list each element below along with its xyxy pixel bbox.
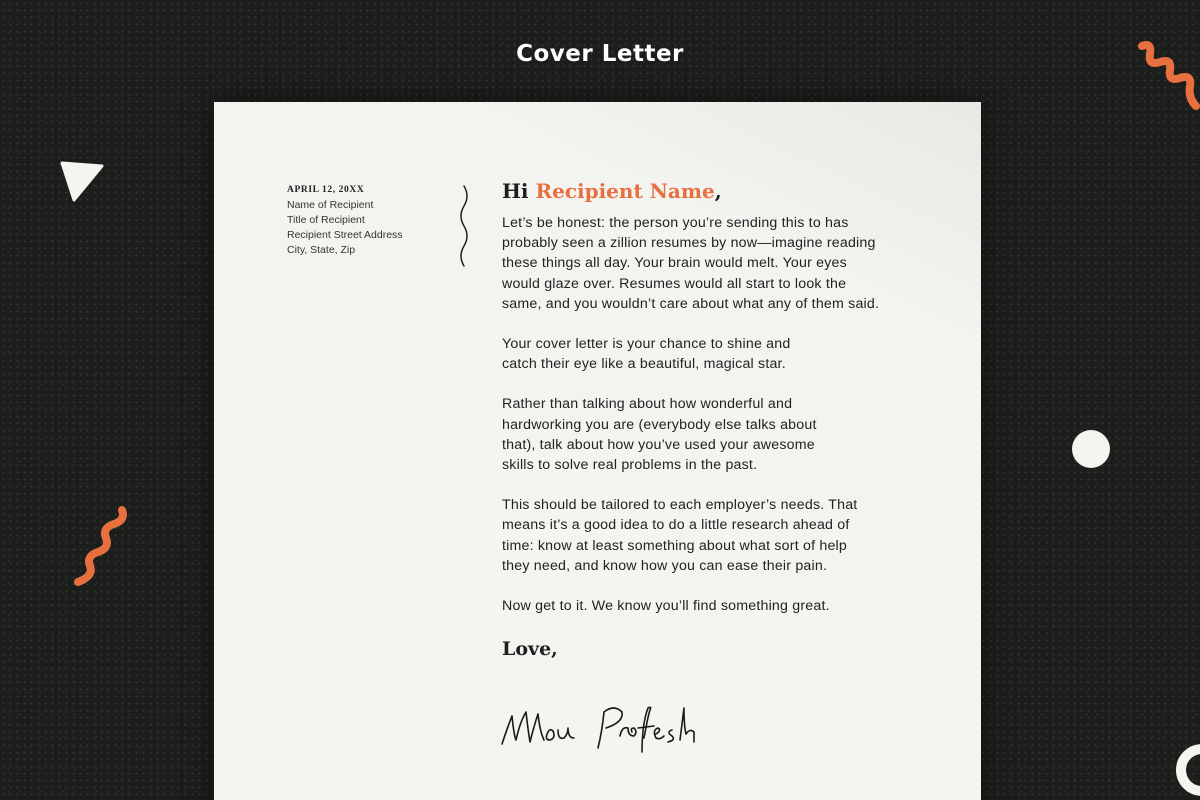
paragraph-1: Let’s be honest: the person you’re sending this to has probably seen a zillion resumes by now—imagine reading these things all day. Your brain would melt. Your eyes would glaze over. Resumes would all start to look the same, and you wouldn’t care about what any of them said. [502,215,880,312]
paragraph-4: This should be tailored to each employer’s needs. That means it’s a good idea to do a little research ahead of time: know at least something about what sort of help they need, and know how you can ease their pain. [502,497,858,574]
handwritten-signature [498,696,698,768]
signoff: Love, [502,638,558,661]
greeting [502,178,922,204]
recipient-city-line: City, State, Zip [287,244,356,256]
wavy-divider [458,184,472,268]
greeting-prefix: Hi [502,179,536,203]
recipient-street-line: Recipient Street Address [287,229,403,241]
white-ring [1172,738,1200,800]
letter-paper [214,102,981,800]
letter-body [502,178,922,662]
orange-squiggle-left [68,502,130,588]
white-triangle [58,158,108,204]
recipient-address-block [287,183,403,258]
greeting-suffix: , [714,179,722,203]
paragraph-2: Your cover letter is your chance to shine and catch their eye like a beautiful, magical star. [502,336,791,373]
recipient-title-line: Title of Recipient [287,214,365,226]
recipient-name-line: Name of Recipient [287,199,374,211]
paragraph-5: Now get to it. We know you’ll find something great. [502,598,830,615]
letter-date: APRIL 12, 20XX [287,185,365,195]
orange-squiggle-top-right [1130,36,1200,116]
paragraph-3: Rather than talking about how wonderful and hardworking you are (everybody else talks about that), talk about how you’ve used your awesome skills to solve real problems in the past. [502,396,817,474]
white-circle [1071,429,1111,469]
page-title: Cover Letter [516,41,684,67]
greeting-recipient-name: Recipient Name [535,179,715,203]
